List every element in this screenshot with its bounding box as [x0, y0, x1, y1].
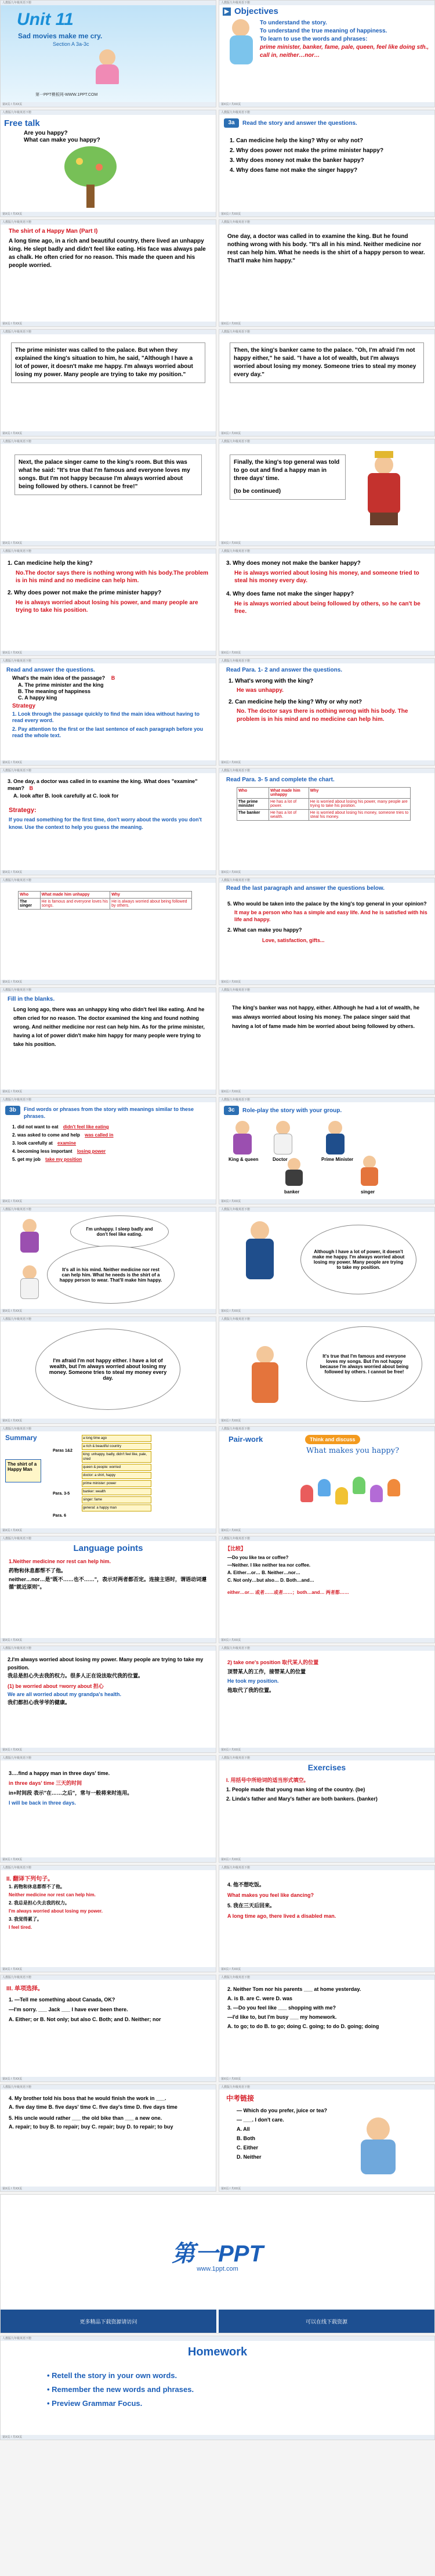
point-translation: 药物和休息都帮不了他。 [9, 1568, 67, 1574]
table-header: What made him unhappy [269, 788, 309, 799]
question: 2. Why does power not make the prime minister happy? [8, 590, 162, 596]
summary-root: The shirt of a Happy Man [5, 1459, 41, 1482]
instruction: Find words or phrases from the story with meanings similar to these phrases. [24, 1106, 194, 1119]
slide-2 [219, 0, 435, 107]
para-label: Para. 6 [53, 1514, 66, 1518]
slide-41 [0, 2194, 435, 2333]
story-title: The shirt of a Happy Man (Part I) [9, 228, 98, 234]
slide-footer: 第X页 / 共XX页 [219, 1857, 434, 1862]
slide-footer: 第X页 / 共XX页 [1, 870, 216, 875]
slide-header: 人教版九年级英语下册 [219, 659, 434, 663]
logo: 第一PPT [172, 2241, 263, 2267]
answer: take my position [45, 1157, 82, 1162]
options: A. look after B. look carefully at C. look for [13, 793, 119, 799]
slide-header: 人教版九年级英语下册 [219, 878, 434, 883]
qa-block: 1. What's wrong with the king? He was unhappy. 2. Can medicine help the king? Why or why not? No. The doctor says there is nothing wrong with his body. The problem is in his mind and no medicine can help him. [229, 677, 427, 724]
answer: He is always worried about losing his money, and someone tried to steal his money every day. [234, 570, 419, 584]
story-box: Then, the king's banker came to the palace. "Oh, I'm afraid I'm not happy either," he said. "I have a lot of wealth, but I'm always worried about losing my money. Someone tries to steal my money every day." [230, 342, 424, 383]
slide-7 [0, 329, 216, 436]
story-box [230, 454, 346, 500]
slide-footer: 第X页 / 共XX页 [219, 1967, 434, 1972]
task-tag: 3c [224, 1106, 239, 1115]
singer-figure [358, 1156, 382, 1188]
slide-20 [219, 987, 435, 1095]
play-icon: ▶ [223, 8, 231, 16]
table-row: The banker He has a lot of wealth. He is worried about losing his money, someone tries to steal his money. [237, 810, 411, 821]
exam-link-title: 中考链接 [226, 2094, 255, 2102]
slide-header: 人教版九年级英语下册 [1, 220, 216, 225]
slide-28 [219, 1426, 435, 1534]
slide-header: 人教版九年级英语下册 [1, 1756, 216, 1760]
summary-title: Summary [5, 1434, 37, 1442]
slide-header: 人教版九年级英语下册 [1, 769, 216, 773]
continued-note: (to be continued) [234, 488, 281, 495]
slide-header: 人教版九年级英语下册 [1, 1, 216, 5]
slide-38 [219, 1975, 435, 2082]
story-text: A long time ago, in a rich and beautiful country, there lived an unhappy king. He slept badly and didn't feel like eating. His face was always pale as chalk. He often cried for no reason. This made the queen and his people worried. [9, 238, 206, 269]
answer: didn't feel like eating [63, 1124, 109, 1130]
slide-36 [219, 1865, 435, 1972]
slide-footer: 第X页 / 共XX页 [219, 322, 434, 326]
slide-1 [0, 0, 216, 107]
section-title: Read Para. 3- 5 and complete the chart. [226, 777, 335, 783]
slide-header: 人教版九年级英语下册 [219, 988, 434, 993]
translate-items: 4. 他不想吃饭。 What makes you feel like dancing? 5. 我在三天后回来。 A long time ago, there lived a disabled man. [227, 1882, 336, 1919]
slide-footer: 第X页 / 共XX页 [219, 980, 434, 984]
slide-9 [0, 439, 216, 546]
slide-footer: 第X页 / 共XX页 [1, 1967, 216, 1972]
slide-header: 人教版九年级英语下册 [1, 2085, 216, 2090]
slide-footer: 第X页 / 共XX页 [1, 2187, 216, 2191]
kids-illustration [300, 1462, 416, 1525]
slide-footer: 第X页 / 共XX页 [1, 980, 216, 984]
doctor-figure [271, 1121, 295, 1156]
story-box: The prime minister was called to the palace. But when they explained the king's situation to him, he said, "Although I have a lot of power, it doesn't make me happy. I'm always worried about losing my power. Many people are trying to take my position." [11, 342, 205, 383]
homework-title: Homework [187, 2346, 248, 2358]
general-illustration [358, 456, 411, 531]
slide-22 [219, 1097, 435, 1204]
answer: He was unhappy. [237, 687, 284, 694]
slide-footer: 第X页 / 共XX页 [219, 1528, 434, 1533]
slide-footer: 第X页 / 共XX页 [219, 1419, 434, 1423]
summary-items: a long time ago a rich & beautiful country king: unhappy, badly, didn't feel like, pale, cried queen & people: worried doctor: a shirt, happy prime minister: power banker: wealth singer: fame general: a happy man [82, 1435, 151, 1513]
site-footer: 第一PPT模板网-WWW.1PPT.COM [35, 93, 98, 97]
table-header: Who [237, 788, 269, 799]
slide-footer: 第X页 / 共XX页 [1, 1528, 216, 1533]
slide-30 [219, 1536, 435, 1643]
slide-footer: 第X页 / 共XX页 [1, 102, 216, 107]
speech-bubble: It's all in his mind. Neither medicine nor rest can help him. What he needs is the shirt of a happy person to wear. That'll make him happy. [47, 1246, 175, 1304]
slide-header: 人教版九年级英语下册 [1, 110, 216, 115]
compare-label: 【比较】 [225, 1546, 246, 1552]
slide-21 [0, 1097, 216, 1204]
slide-header: 人教版九年级英语下册 [219, 1, 434, 5]
slide-footer: 第X页 / 共XX页 [1, 1309, 216, 1314]
homework-item: • Retell the story in your own words. [47, 2371, 177, 2380]
role-label: Doctor [273, 1157, 288, 1162]
strategy-text: If you read something for the first time, don't worry about the words you don't know. Use the context to help you guess the meaning. [9, 817, 202, 830]
exam-block: — Which do you prefer, juice or tea? — ___. I don't care. A. All B. Both C. Either D. Neither [237, 2108, 328, 2160]
table-header: Why [110, 892, 192, 899]
para-label: Para. 3-5 [53, 1492, 70, 1496]
slide-18 [219, 878, 435, 985]
slide-header: 人教版九年级英语下册 [219, 110, 434, 115]
objective-list [260, 19, 430, 60]
options: A. The prime minister and the king B. The meaning of happiness C. A happy king [18, 682, 104, 701]
speech-bubble: Although I have a lot of power, it doesn't make me happy. I'm always worried about losing my power. Many people are trying to take my position. [300, 1225, 416, 1294]
slide-header: 人教版九年级英语下册 [219, 1536, 434, 1541]
slide-header: 人教版九年级英语下册 [1, 1536, 216, 1541]
homework-list [47, 2369, 388, 2411]
strategy-title: Strategy: [9, 807, 37, 814]
task-tag: 3b [5, 1106, 20, 1115]
slide-footer: 第X页 / 共XX页 [1, 1419, 216, 1423]
slide-header: 人教版九年级英语下册 [1, 549, 216, 554]
slide-header: 人教版九年级英语下册 [219, 1098, 434, 1102]
slide-37 [0, 1975, 216, 2082]
answer: He is always worried about being followed by others, so he can't be free. [234, 601, 420, 615]
qa-block [8, 560, 210, 614]
choice-block: 4. My brother told his boss that he would finish the work in ___. A. five day time B. five days' time C. five day's time D. five days time 5. His uncle would rather ___ the old bike than ___ a new one. A. repair; to buy B. to repair; buy C. repair; buy D. to repair; to buy [9, 2095, 177, 2130]
slide-footer: 第X页 / 共XX页 [1, 1638, 216, 1643]
pair-work-title: Pair-work [229, 1435, 263, 1444]
slide-footer: 第X页 / 共XX页 [219, 212, 434, 217]
slide-header: 人教版九年级英语下册 [1, 1207, 216, 1212]
slide-40 [219, 2084, 435, 2192]
slide-26 [219, 1316, 435, 1424]
speech-bubble: It's true that I'm famous and everyone loves my songs. But I'm not happy because I'm always worried about being followed by others. I cannot be free! [306, 1326, 422, 1402]
slide-33 [0, 1755, 216, 1863]
slide-header: 人教版九年级英语下册 [219, 1756, 434, 1760]
task-tag: 3a [224, 118, 239, 128]
word-list: 1. did not want to eat didn't feel like eating 2. was asked to come and help was called in 3. look carefully at examine 4. becoming less important losing power 5. get my job take my position [12, 1124, 114, 1162]
think-bubble: Think and discuss [305, 1435, 360, 1444]
slide-header: 人教版九年级英语下册 [219, 330, 434, 334]
slide-footer: 第X页 / 共XX页 [1, 2435, 434, 2440]
slide-4 [219, 110, 435, 217]
table-header: Why [309, 788, 410, 799]
slide-10 [219, 439, 435, 546]
objectives-heading: Objectives [234, 6, 278, 16]
slide-6 [219, 219, 435, 327]
slide-footer: 第X页 / 共XX页 [1, 1089, 216, 1094]
point-block: 3.…find a happy man in three days' time. in three days' time 三天的时间 in+时间段 表示"在……之后"，常与一般将来时连用。 I will be back in three days. [9, 1770, 133, 1806]
table-header: Who [19, 892, 41, 899]
slide-footer: 第X页 / 共XX页 [219, 1309, 434, 1314]
slide-header: 人教版九年级英语下册 [219, 549, 434, 554]
slide-header: 人教版九年级英语下册 [219, 2085, 434, 2090]
question: 1. Can medicine help the king? [8, 560, 93, 567]
instruction: Read the story and answer the questions. [242, 120, 357, 127]
unit-title: Unit 11 [17, 10, 74, 29]
point-sentence: 1.Neither medicine nor rest can help him. [9, 1558, 111, 1564]
slide-34 [219, 1755, 435, 1863]
slide-header: 人教版九年级英语下册 [219, 1427, 434, 1431]
choice-block: 1. —Tell me something about Canada, OK? —I'm sorry. ___ Jack ___ I have ever been there. A. Either; or B. Not only; but also C. Both; and D. Neither; nor [9, 1997, 161, 2022]
slide-footer: 第X页 / 共XX页 [219, 431, 434, 436]
slide-footer: 第X页 / 共XX页 [1, 760, 216, 765]
homework-item: • Remember the new words and phrases. [47, 2385, 194, 2394]
slide-header: 人教版九年级英语下册 [219, 1866, 434, 1870]
table-header: What made him unhappy [40, 892, 110, 899]
choice-title: III. 单项选择。 [6, 1986, 44, 1992]
slide-footer: 第X页 / 共XX页 [219, 1089, 434, 1094]
story-box: Next, the palace singer came to the king's room. But this was what he said: "It's true that I'm famous and everyone loves my songs. But I'm not happy because I'm always worried about being followed by others. I cannot be free!" [14, 454, 202, 495]
slide-24 [219, 1207, 435, 1314]
speech-bubble: I'm unhappy. I sleep badly and don't feel like eating. [70, 1215, 169, 1248]
slide-35 [0, 1865, 216, 1972]
prime-minister-figure [242, 1221, 277, 1285]
question-item: 3. Why does money not make the banker happy? [230, 157, 364, 164]
slide-16 [219, 768, 435, 875]
answer: No. The doctor says there is nothing wrong with his body. The problem is in his mind and no medicine can help him. [237, 708, 408, 723]
slide-29 [0, 1536, 216, 1643]
slide-header: 人教版九年级英语下册 [1, 2336, 434, 2341]
slide-42 [0, 2336, 435, 2440]
role-label: Prime Minister [321, 1157, 354, 1162]
slide-27 [0, 1426, 216, 1534]
table-row: The prime minister He has a lot of power. He is worried about losing his power, many people are trying to take his position. [237, 799, 411, 810]
point-block: 2) take one's position 取代某人的位置 顶替某人的工作，接替某人的位置 He took my position. 他取代了我的位置。 [227, 1659, 319, 1693]
slide-footer: 第X页 / 共XX页 [219, 870, 434, 875]
slide-31 [0, 1646, 216, 1753]
slide-15 [0, 768, 216, 875]
story-text: One day, a doctor was called in to examine the king. But he found nothing wrong with his body. "It's all in his mind. Neither medicine nor rest can help him. What he needs is the shirt of a happy person to wear. That'll make him happy." [227, 233, 425, 264]
prime-minister-figure [324, 1121, 347, 1156]
fill-text: Long long ago, there was an unhappy king who didn't feel like eating. And he often cried for no reason. The doctor examined the king and found nothing wrong. And neither medicine nor rest can help him. As for the prime minister, having a lot of power didn't make him happy for many people were trying to take his position. [13, 1006, 205, 1047]
slide-8 [219, 329, 435, 436]
translate-title: II. 翻译下列句子。 [6, 1876, 54, 1882]
question-list [230, 136, 429, 175]
slide-footer: 第X页 / 共XX页 [219, 541, 434, 546]
objective-item: To understand the story. [260, 20, 327, 26]
slide-header: 人教版九年级英语下册 [1, 439, 216, 444]
slide-header: 人教版九年级英语下册 [1, 988, 216, 993]
slide-25 [0, 1316, 216, 1424]
discussion-question: What makes you happy? [306, 1446, 400, 1455]
free-talk-title: Free talk [4, 118, 40, 128]
main-idea-question: What's the main idea of the passage? B [12, 675, 115, 681]
slide-13 [0, 658, 216, 766]
slide-footer: 第X页 / 共XX页 [219, 2077, 434, 2081]
fill-text: The king's banker was not happy, either. Although he had a lot of wealth, he was always worried about losing his money. The palace singer said that having a lot of fame made him be worried about being followed by others. [232, 1005, 420, 1029]
role-label: banker [284, 1189, 300, 1195]
slide-footer: 第X页 / 共XX页 [219, 102, 434, 107]
slide-header: 人教版九年级英语下册 [1, 1975, 216, 1980]
section-title: Read Para. 1- 2 and answer the questions. [226, 667, 343, 673]
slide-12 [219, 549, 435, 656]
slide-footer: 第X页 / 共XX页 [1, 322, 216, 326]
slide-footer: 第X页 / 共XX页 [1, 1857, 216, 1862]
slide-header: 人教版九年级英语下册 [1, 1317, 216, 1322]
objective-item: To understand the true meaning of happiness. [260, 28, 387, 34]
point-explanation: neither…nor…是"既不……也不……"，表示对两者都否定。连接主语时，谓语动词遵循"就近原则"。 [9, 1576, 207, 1590]
slide-header: 人教版九年级英语下册 [1, 1098, 216, 1102]
slide-header: 人教版九年级英语下册 [219, 439, 434, 444]
doctor-figure [18, 1265, 41, 1300]
slide-header: 人教版九年级英语下册 [219, 1207, 434, 1212]
chart-table [237, 787, 411, 821]
slide-footer: 第X页 / 共XX页 [1, 212, 216, 217]
boy-illustration [341, 2117, 416, 2175]
slide-footer: 第X页 / 共XX页 [219, 760, 434, 765]
cartoon-student [226, 19, 256, 71]
slide-header: 人教版九年级英语下册 [1, 1427, 216, 1431]
choice-block: 2. Neither Tom nor his parents ___ at home yesterday. A. is B. are C. were D. was 3. —Do you feel like ___ shopping with me? —I'd like to, but I'm busy ___ my homework. A. to go; to do B. to go; doing C. going; to do D. going; doing [227, 1986, 379, 2029]
objective-item: To learn to use the words and phrases: [260, 36, 368, 42]
language-points-title: Language points [73, 1543, 143, 1553]
slide-footer: 第X页 / 共XX页 [219, 2187, 434, 2191]
answer: losing power [77, 1149, 106, 1154]
chart-table [18, 891, 192, 910]
slide-3 [0, 110, 216, 217]
slide-header: 人教版九年级英语下册 [1, 330, 216, 334]
slide-footer: 第X页 / 共XX页 [219, 1638, 434, 1643]
slide-footer: 第X页 / 共XX页 [219, 1748, 434, 1752]
slide-11 [0, 549, 216, 656]
qa-block: 5. Who would be taken into the palace by the king's top general in your opinion? It may be a person who has a simple and easy life. And he is satisfied with his life and happy. 2. What can make you happy? Love, satisfaction, gifts... [227, 901, 427, 943]
qa-block [226, 560, 429, 615]
slide-17 [0, 878, 216, 985]
translate-items: 1. 药物和休息都帮不了他。 Neither medicine nor rest can help him. 2. 我总是担心失去我的权力。 I'm always worried about losing my power. 3. 我觉得累了。 I feel tired. [9, 1884, 103, 1930]
para-label: Paras 1&2 [53, 1449, 72, 1453]
king-queen-figure [231, 1121, 254, 1156]
speech-bubble: I'm afraid I'm not happy either. I have a lot of wealth, but I'm always worried about losing my money. Someone tries to steal my money every day. [35, 1329, 180, 1410]
slide-header: 人教版九年级英语下册 [1, 878, 216, 883]
question-item: 1. Can medicine help the king? Why or why not? [230, 138, 364, 144]
point-block: 2.I'm always worried about losing my power. Many people are trying to take my position. 我总是担心失去我的权力。很多人正在设法取代我的位置。 (1) be worried about =worry about 担心 We are all worried about my grandpa's health. 我们都担心我爷爷的健康。 [8, 1657, 204, 1705]
right-banner: 可以在线下载资源 [219, 2310, 434, 2333]
slide-header: 人教版九年级英语下册 [1, 1646, 216, 1651]
story-text: Finally, the king's top general was told to go out and find a happy man in three days' time. [234, 459, 340, 482]
question-2: What can make you happy? [24, 137, 100, 143]
slide-footer: 第X页 / 共XX页 [1, 651, 216, 655]
exercise-block: I. 用括号中所给词的适当形式填空。 1. People made that young man king of the country. (be) 2. Linda's father and Mary's father are both bankers. (banker) [226, 1777, 378, 1802]
slide-5 [0, 219, 216, 327]
question-item: 4. Why does fame not make the singer happy? [230, 167, 358, 174]
slide-14 [219, 658, 435, 766]
question: 3. One day, a doctor was called in to examine the king. What does "examine" mean? B [8, 778, 198, 791]
singer-figure [248, 1346, 283, 1410]
slide-footer: 第X页 / 共XX页 [1, 431, 216, 436]
question-1: Are you happy? [24, 130, 68, 136]
role-label: singer [361, 1189, 375, 1195]
strategy-steps: 1. Look through the passage quickly to find the main idea without having to read every word. 2. Pay attention to the first or the last sentence of each paragraph before you read the whole text. [12, 711, 204, 738]
logo-subtitle: www.1ppt.com [197, 2265, 238, 2272]
strategy-title: Strategy [12, 703, 36, 709]
question: 3. Why does money not make the banker happy? [226, 560, 361, 567]
slide-header: 人教版九年级英语下册 [1, 659, 216, 663]
section-label: Section A 3a-3c [53, 41, 89, 47]
girl-illustration [88, 49, 128, 85]
slide-39 [0, 2084, 216, 2192]
slide-19 [0, 987, 216, 1095]
slide-32 [219, 1646, 435, 1753]
section-title: Read the last paragraph and answer the questions below. [226, 885, 385, 892]
answer: B [29, 785, 34, 791]
slide-23 [0, 1207, 216, 1314]
answer: B [111, 675, 115, 681]
answer: No.The doctor says there is nothing wrong with his body.The problem is in his mind and no medicine can help him. [16, 570, 209, 584]
exercises-title: Exercises [307, 1763, 346, 1772]
homework-item: • Preview Grammar Focus. [47, 2399, 143, 2408]
left-banner: 更多精品下载资源请访问 [1, 2310, 216, 2333]
answer: was called in [85, 1132, 114, 1138]
objective-words: prime minister, banker, fame, pale, queen, feel like doing sth., call in, neither…nor… [260, 44, 429, 59]
slide-footer: 第X页 / 共XX页 [1, 1199, 216, 1204]
compare-block: —Do you like tea or coffee? —Neither. I like neither tea nor coffee. A. Either…or… B. Neither…nor… C. Not only…but also… D. Both…and… either…or… 或者……或者……；both…and… 两者都…… [227, 1555, 349, 1595]
answer: examine [57, 1141, 77, 1146]
slide-header: 人教版九年级英语下册 [219, 769, 434, 773]
section-title: Read and answer the questions. [6, 667, 95, 673]
role-label: King & queen [229, 1157, 259, 1162]
banker-figure [283, 1158, 306, 1187]
tree-illustration [59, 146, 122, 210]
section-title: Fill in the blanks. [8, 996, 55, 1002]
slide-header: 人教版九年级英语下册 [1, 1866, 216, 1870]
king-figure [18, 1219, 41, 1254]
table-row: The singer He is famous and everyone loves his songs. He is always worried about being followed by others. [19, 899, 192, 910]
slide-footer: 第X页 / 共XX页 [1, 1748, 216, 1752]
slide-footer: 第X页 / 共XX页 [219, 651, 434, 655]
question: 4. Why does fame not make the singer happy? [226, 591, 354, 597]
answer: It may be a person who has a simple and easy life. And he is satisfied with his life and happy. [234, 910, 427, 922]
unit-subtitle: Sad movies make me cry. [18, 32, 103, 40]
slide-footer: 第X页 / 共XX页 [1, 541, 216, 546]
slide-header: 人教版九年级英语下册 [219, 1317, 434, 1322]
slide-header: 人教版九年级英语下册 [219, 1975, 434, 1980]
answer: He is always worried about losing his power, and many people are trying to take his position. [16, 600, 198, 614]
slide-header: 人教版九年级英语下册 [219, 220, 434, 225]
answer: Love, satisfaction, gifts... [262, 937, 325, 943]
slide-footer: 第X页 / 共XX页 [1, 2077, 216, 2081]
slide-footer: 第X页 / 共XX页 [219, 1199, 434, 1204]
slide-header: 人教版九年级英语下册 [219, 1646, 434, 1651]
instruction: Role-play the story with your group. [242, 1107, 342, 1114]
question-item: 2. Why does power not make the prime minister happy? [230, 147, 384, 154]
